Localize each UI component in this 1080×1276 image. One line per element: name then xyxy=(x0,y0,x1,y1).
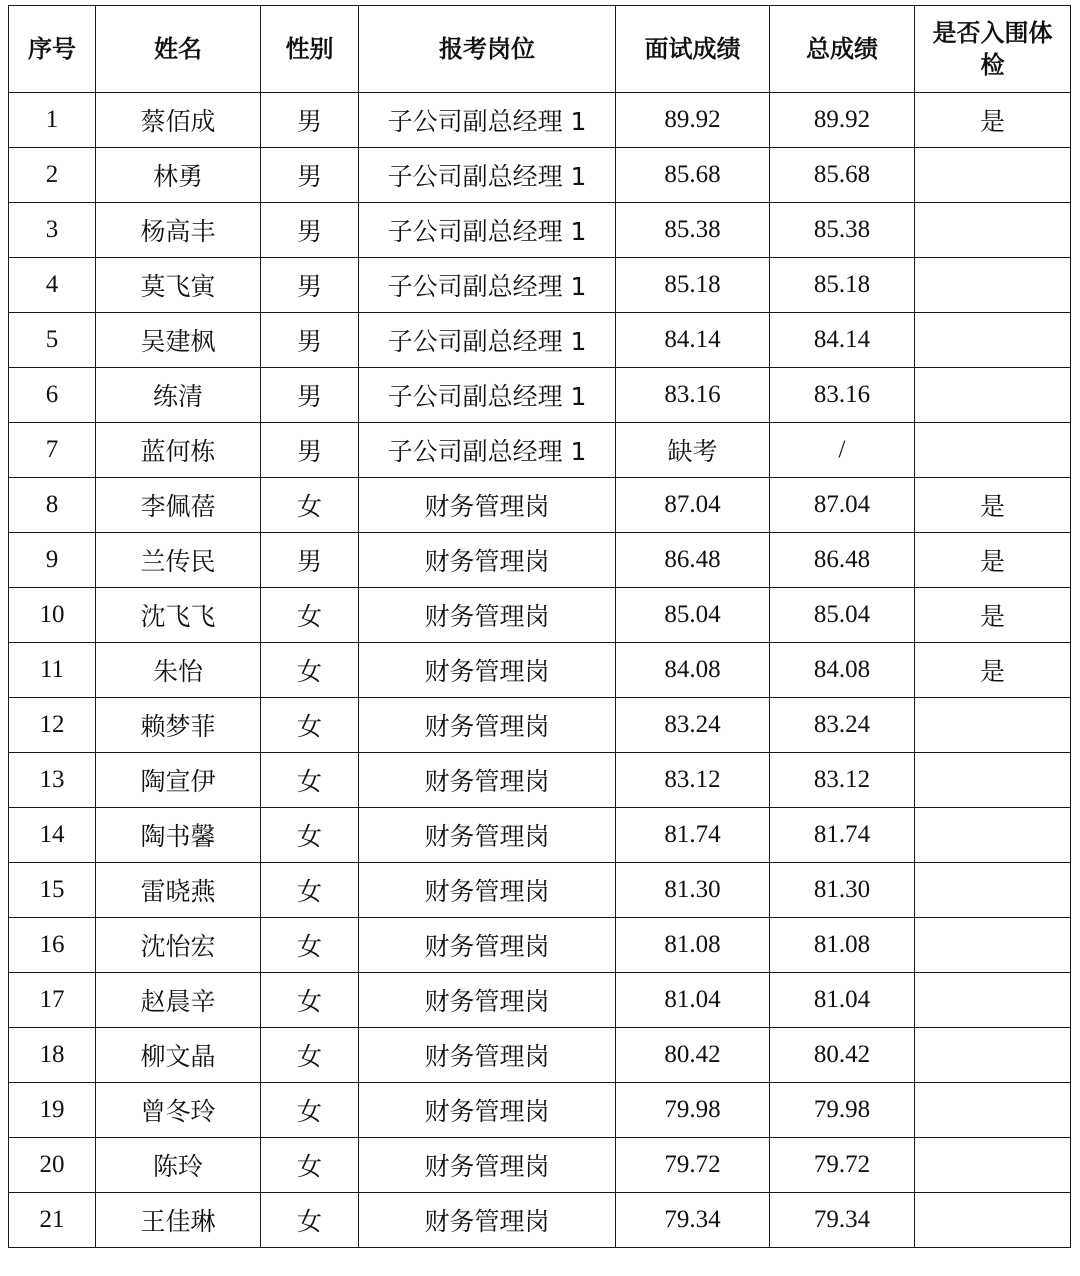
cell-position: 子公司副总经理 1 xyxy=(359,258,616,313)
cell-gender: 女 xyxy=(261,753,359,808)
cell-total-score: 83.12 xyxy=(770,753,915,808)
cell-shortlisted xyxy=(915,313,1071,368)
cell-total-score: 84.08 xyxy=(770,643,915,698)
cell-interview-score: 86.48 xyxy=(616,533,770,588)
table-row xyxy=(9,533,1071,588)
cell-index: 2 xyxy=(9,148,96,203)
cell-shortlisted: 是 xyxy=(915,478,1071,533)
header-row xyxy=(9,6,1071,93)
header-shortlisted-label: 是否入围体检 xyxy=(932,19,1053,79)
table-row xyxy=(9,918,1071,973)
cell-interview-score: 81.08 xyxy=(616,918,770,973)
table-row xyxy=(9,753,1071,808)
cell-position: 财务管理岗 xyxy=(359,863,616,918)
cell-shortlisted: 是 xyxy=(915,533,1071,588)
cell-shortlisted xyxy=(915,1193,1071,1248)
cell-index: 7 xyxy=(9,423,96,478)
cell-interview-score: 85.38 xyxy=(616,203,770,258)
cell-name: 吴建枫 xyxy=(96,313,261,368)
cell-name: 王佳琳 xyxy=(96,1193,261,1248)
cell-name: 沈飞飞 xyxy=(96,588,261,643)
cell-total-score: 81.30 xyxy=(770,863,915,918)
table-row xyxy=(9,1193,1071,1248)
cell-total-score: 85.18 xyxy=(770,258,915,313)
cell-gender: 男 xyxy=(261,368,359,423)
cell-gender: 女 xyxy=(261,1028,359,1083)
cell-total-score: 86.48 xyxy=(770,533,915,588)
header-shortlisted xyxy=(915,6,1071,93)
cell-position: 财务管理岗 xyxy=(359,753,616,808)
cell-position: 财务管理岗 xyxy=(359,588,616,643)
cell-gender: 男 xyxy=(261,148,359,203)
cell-gender: 女 xyxy=(261,643,359,698)
cell-name: 杨高丰 xyxy=(96,203,261,258)
cell-name: 赖梦菲 xyxy=(96,698,261,753)
table-row xyxy=(9,203,1071,258)
cell-name: 李佩蓓 xyxy=(96,478,261,533)
cell-position: 子公司副总经理 1 xyxy=(359,368,616,423)
cell-gender: 女 xyxy=(261,1083,359,1138)
cell-total-score: 79.98 xyxy=(770,1083,915,1138)
cell-shortlisted xyxy=(915,1083,1071,1138)
table-row xyxy=(9,1083,1071,1138)
cell-shortlisted xyxy=(915,753,1071,808)
header-total-score: 总成绩 xyxy=(770,6,915,93)
cell-shortlisted xyxy=(915,918,1071,973)
table-row xyxy=(9,423,1071,478)
cell-index: 16 xyxy=(9,918,96,973)
cell-index: 5 xyxy=(9,313,96,368)
cell-index: 10 xyxy=(9,588,96,643)
table-row xyxy=(9,1138,1071,1193)
table-row xyxy=(9,1028,1071,1083)
cell-interview-score: 83.24 xyxy=(616,698,770,753)
cell-position: 财务管理岗 xyxy=(359,808,616,863)
cell-shortlisted xyxy=(915,1138,1071,1193)
cell-shortlisted xyxy=(915,1028,1071,1083)
cell-position: 财务管理岗 xyxy=(359,1138,616,1193)
cell-index: 13 xyxy=(9,753,96,808)
cell-interview-score: 缺考 xyxy=(616,423,770,478)
cell-total-score: 87.04 xyxy=(770,478,915,533)
table-row xyxy=(9,643,1071,698)
cell-index: 19 xyxy=(9,1083,96,1138)
cell-gender: 男 xyxy=(261,203,359,258)
cell-gender: 男 xyxy=(261,93,359,148)
header-interview-score: 面试成绩 xyxy=(616,6,770,93)
cell-name: 雷晓燕 xyxy=(96,863,261,918)
cell-position: 财务管理岗 xyxy=(359,973,616,1028)
cell-shortlisted: 是 xyxy=(915,643,1071,698)
header-position: 报考岗位 xyxy=(359,6,616,93)
cell-gender: 男 xyxy=(261,313,359,368)
cell-position: 子公司副总经理 1 xyxy=(359,423,616,478)
cell-index: 9 xyxy=(9,533,96,588)
cell-name: 陶宣伊 xyxy=(96,753,261,808)
cell-interview-score: 85.18 xyxy=(616,258,770,313)
cell-index: 14 xyxy=(9,808,96,863)
cell-index: 20 xyxy=(9,1138,96,1193)
cell-interview-score: 81.74 xyxy=(616,808,770,863)
cell-position: 子公司副总经理 1 xyxy=(359,203,616,258)
cell-shortlisted xyxy=(915,258,1071,313)
cell-position: 子公司副总经理 1 xyxy=(359,93,616,148)
cell-gender: 男 xyxy=(261,258,359,313)
cell-interview-score: 81.04 xyxy=(616,973,770,1028)
cell-name: 莫飞寅 xyxy=(96,258,261,313)
cell-shortlisted xyxy=(915,698,1071,753)
cell-total-score: 80.42 xyxy=(770,1028,915,1083)
table-row xyxy=(9,478,1071,533)
cell-gender: 女 xyxy=(261,478,359,533)
cell-position: 财务管理岗 xyxy=(359,533,616,588)
cell-name: 兰传民 xyxy=(96,533,261,588)
table-row xyxy=(9,93,1071,148)
cell-shortlisted xyxy=(915,863,1071,918)
cell-gender: 女 xyxy=(261,973,359,1028)
table-row xyxy=(9,258,1071,313)
cell-name: 曾冬玲 xyxy=(96,1083,261,1138)
cell-index: 8 xyxy=(9,478,96,533)
cell-gender: 女 xyxy=(261,698,359,753)
cell-index: 6 xyxy=(9,368,96,423)
cell-shortlisted: 是 xyxy=(915,588,1071,643)
cell-total-score: 79.72 xyxy=(770,1138,915,1193)
cell-shortlisted xyxy=(915,203,1071,258)
table-row xyxy=(9,973,1071,1028)
cell-index: 1 xyxy=(9,93,96,148)
cell-shortlisted: 是 xyxy=(915,93,1071,148)
cell-interview-score: 83.16 xyxy=(616,368,770,423)
cell-total-score: 79.34 xyxy=(770,1193,915,1248)
table-row xyxy=(9,588,1071,643)
cell-position: 子公司副总经理 1 xyxy=(359,313,616,368)
table-row xyxy=(9,698,1071,753)
cell-gender: 女 xyxy=(261,1193,359,1248)
cell-name: 陈玲 xyxy=(96,1138,261,1193)
table-body xyxy=(9,93,1071,1248)
cell-interview-score: 84.14 xyxy=(616,313,770,368)
cell-shortlisted xyxy=(915,148,1071,203)
cell-shortlisted xyxy=(915,808,1071,863)
cell-interview-score: 84.08 xyxy=(616,643,770,698)
cell-name: 蔡佰成 xyxy=(96,93,261,148)
cell-total-score: / xyxy=(770,423,915,478)
table-row xyxy=(9,313,1071,368)
cell-index: 18 xyxy=(9,1028,96,1083)
cell-index: 3 xyxy=(9,203,96,258)
cell-gender: 男 xyxy=(261,533,359,588)
cell-total-score: 85.68 xyxy=(770,148,915,203)
table-row xyxy=(9,808,1071,863)
cell-gender: 女 xyxy=(261,1138,359,1193)
cell-gender: 男 xyxy=(261,423,359,478)
cell-shortlisted xyxy=(915,423,1071,478)
cell-interview-score: 79.72 xyxy=(616,1138,770,1193)
cell-total-score: 81.74 xyxy=(770,808,915,863)
cell-gender: 女 xyxy=(261,588,359,643)
cell-interview-score: 85.04 xyxy=(616,588,770,643)
cell-gender: 女 xyxy=(261,808,359,863)
cell-name: 陶书馨 xyxy=(96,808,261,863)
cell-interview-score: 79.98 xyxy=(616,1083,770,1138)
cell-interview-score: 80.42 xyxy=(616,1028,770,1083)
cell-interview-score: 87.04 xyxy=(616,478,770,533)
cell-position: 财务管理岗 xyxy=(359,918,616,973)
cell-position: 财务管理岗 xyxy=(359,643,616,698)
cell-position: 财务管理岗 xyxy=(359,1028,616,1083)
cell-position: 财务管理岗 xyxy=(359,1083,616,1138)
cell-total-score: 81.08 xyxy=(770,918,915,973)
cell-shortlisted xyxy=(915,973,1071,1028)
table-row xyxy=(9,368,1071,423)
header-gender: 性别 xyxy=(261,6,359,93)
cell-interview-score: 85.68 xyxy=(616,148,770,203)
cell-name: 柳文晶 xyxy=(96,1028,261,1083)
cell-total-score: 89.92 xyxy=(770,93,915,148)
cell-interview-score: 79.34 xyxy=(616,1193,770,1248)
cell-name: 蓝何栋 xyxy=(96,423,261,478)
cell-interview-score: 83.12 xyxy=(616,753,770,808)
header-index: 序号 xyxy=(9,6,96,93)
cell-index: 12 xyxy=(9,698,96,753)
table-header xyxy=(9,6,1071,93)
results-table xyxy=(8,5,1071,1248)
cell-index: 11 xyxy=(9,643,96,698)
cell-total-score: 84.14 xyxy=(770,313,915,368)
table-row xyxy=(9,863,1071,918)
cell-total-score: 85.38 xyxy=(770,203,915,258)
cell-name: 林勇 xyxy=(96,148,261,203)
cell-gender: 女 xyxy=(261,863,359,918)
cell-position: 财务管理岗 xyxy=(359,478,616,533)
cell-gender: 女 xyxy=(261,918,359,973)
cell-index: 17 xyxy=(9,973,96,1028)
cell-total-score: 83.16 xyxy=(770,368,915,423)
cell-interview-score: 89.92 xyxy=(616,93,770,148)
cell-total-score: 81.04 xyxy=(770,973,915,1028)
header-name: 姓名 xyxy=(96,6,261,93)
cell-name: 赵晨辛 xyxy=(96,973,261,1028)
cell-position: 子公司副总经理 1 xyxy=(359,148,616,203)
cell-position: 财务管理岗 xyxy=(359,698,616,753)
cell-name: 练清 xyxy=(96,368,261,423)
cell-total-score: 85.04 xyxy=(770,588,915,643)
cell-position: 财务管理岗 xyxy=(359,1193,616,1248)
cell-index: 4 xyxy=(9,258,96,313)
cell-total-score: 83.24 xyxy=(770,698,915,753)
cell-name: 沈怡宏 xyxy=(96,918,261,973)
cell-name: 朱怡 xyxy=(96,643,261,698)
table-row xyxy=(9,148,1071,203)
cell-index: 15 xyxy=(9,863,96,918)
cell-shortlisted xyxy=(915,368,1071,423)
cell-interview-score: 81.30 xyxy=(616,863,770,918)
cell-index: 21 xyxy=(9,1193,96,1248)
